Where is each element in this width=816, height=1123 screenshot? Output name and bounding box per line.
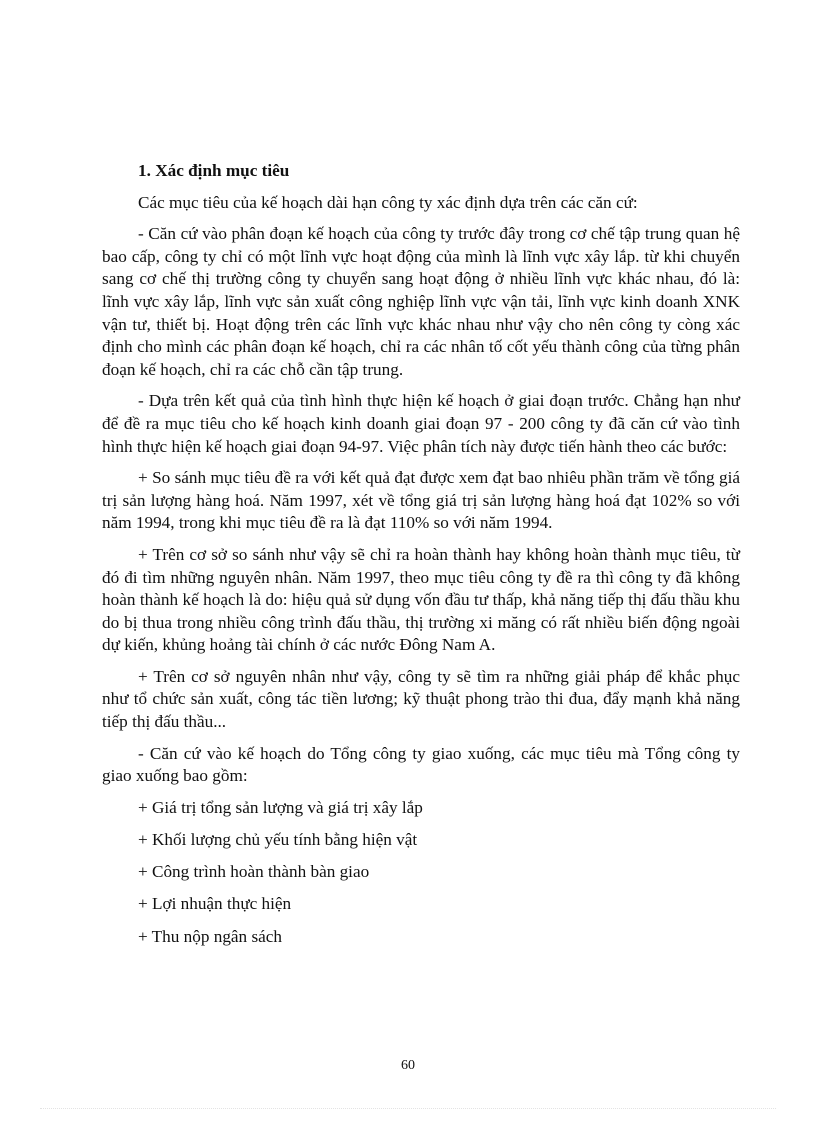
bottom-divider — [40, 1108, 776, 1109]
list-item: + Lợi nhuận thực hiện — [138, 894, 292, 914]
intro-paragraph: Các mục tiêu của kế hoạch dài hạn công ty xác định dựa trên các căn cứ: — [138, 192, 638, 212]
section-heading: 1. Xác định mục tiêu — [138, 161, 290, 180]
paragraph-compare-targets: + So sánh mục tiêu đề ra với kết quả đạt được xem đạt bao nhiêu phần trăm về tổng giá trị sản lượng hàng hoá. Năm 1997, xét về tổng giá trị sản lượng hàng hoá đạt 102% so với năm 1994, trong khi mục tiêu đề ra là đạt 110% so với năm 1994. — [102, 468, 740, 533]
paragraph-solutions: + Trên cơ sở nguyên nhân như vậy, công ty sẽ tìm ra những giải pháp để khắc phục như tổ chức sản xuất, công tác tiền lương; kỹ thuật phong trào thi đua, đẩy mạnh khả năng tiếp thị đấu thầu... — [102, 666, 740, 732]
paragraph-find-causes: + Trên cơ sở so sánh như vậy sẽ chỉ ra hoàn thành hay không hoàn thành mục tiêu, từ đó đi tìm những nguyên nhân. Năm 1997, theo mục tiêu công ty đề ra thì công ty đã không hoàn thành kế hoạch là do: hiệu quả sử dụng vốn đầu tư thấp, khả năng tiếp thị đấu thầu khu do bị thua trong nhiều công trình đấu thầu, thị trường xi măng có rất nhiều biến động ngoài dự kiến, khủng hoảng tài chính ở các nước Đông Nam A. — [102, 544, 740, 655]
list-item: + Giá trị tổng sản lượng và giá trị xây lắp — [138, 797, 423, 817]
page-number: 60 — [401, 1058, 415, 1073]
paragraph-plan-segments: - Căn cứ vào phân đoạn kế hoạch của công ty trước đây trong cơ chế tập trung quan hệ bao cấp, công ty chỉ có một lĩnh vực hoạt động của mình là lĩnh vực xây lắp. từ khi chuyển sang cơ chế thị trường công ty chuyển sang hoạt động ở nhiều lĩnh vực khác nhau, đó là: lĩnh vực xây lắp, lĩnh vực sản xuất công nghiệp lĩnh vực vận tải, lĩnh vực kinh doanh XNK vận tư, thiết bị. Hoạt động trên các lĩnh vực khác nhau như vậy cho nên công ty còng xác định cho mình các phân đoạn kế hoạch, chỉ ra các nhân tố cốt yếu thành công của từng phân đoạn kế hoạch, chỉ ra các chỗ cần tập trung. — [102, 224, 740, 379]
list-item: + Công trình hoàn thành bàn giao — [138, 862, 370, 882]
list-item: + Khối lượng chủ yếu tính bằng hiện vật — [138, 830, 418, 850]
paragraph-previous-results: - Dựa trên kết quả của tình hình thực hiện kế hoạch ở giai đoạn trước. Chẳng hạn như để đề ra mục tiêu cho kế hoạch kinh doanh giai đoạn 97 - 200 công ty đã căn cứ vào tình hình thực hiện kế hoạch giai đoạn 94-97. Việc phân tích này được tiến hành theo các bước: — [102, 391, 740, 456]
paragraph-corporation-plan: - Căn cứ vào kế hoạch do Tổng công ty giao xuống, các mục tiêu mà Tổng công ty giao xuống bao gồm: — [102, 743, 740, 786]
list-item: + Thu nộp ngân sách — [138, 926, 282, 946]
page-body — [102, 160, 740, 958]
